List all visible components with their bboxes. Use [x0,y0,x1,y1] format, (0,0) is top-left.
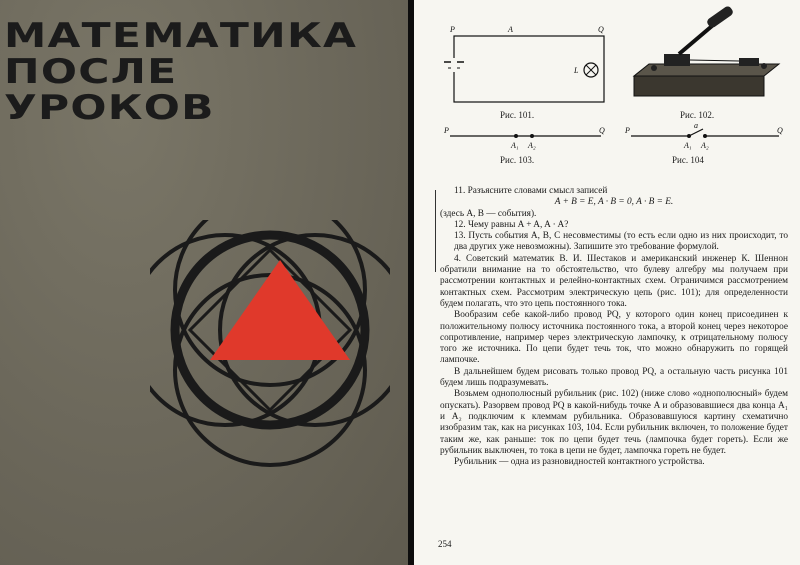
paragraph: A + B = E, A · B = 0, A · B = E. [554,197,674,208]
paragraph: 4. Советский математик В. И. Шестаков и американский инженер К. Шеннон обратили внимание на то обстоятельство, что булеву алгебру мы получаем при рассмотрении контактных и релейно-контактных схем. Ограничимся рассмотрением контактных схем. Рассмотрим электрическую цепь (рис. 101); для определенности будем полагать, что это цепь постоянного тока. [440,253,788,309]
cover-geometric-emblem-icon [150,220,390,490]
figure-102-knife-switch-illustration [624,6,784,106]
fig103-label-q: Q [599,126,605,135]
paragraph: 11. Разъясните словами смысл записей [454,186,608,196]
page-number: 254 [438,539,452,549]
figure-104-open-switch-diagram [619,122,789,154]
fig101-label-l: L [574,66,579,75]
fig104-label-p: P [625,126,630,135]
paragraph: 13. Пусть события A, B, C несовместимы (то есть если одно из них происходит, то два других уже невозможны). Запишите это требование формулой. [454,231,788,253]
fig101-label-a: A [508,25,513,34]
fig103-label-a1: A₁ [511,141,519,150]
paragraph: Рубильник — одна из разновидностей контактного устройства. [454,457,705,468]
fig101-label-p: P [450,25,455,34]
cover-title: МАТЕМАТИКА ПОСЛЕ УРОКОВ [4,16,358,128]
paragraph: В дальнейшем будем рисовать только провод PQ, а остальную часть рисунка 101 будем лишь подразумевать. [440,366,788,389]
figure-101-circuit-diagram [436,22,611,112]
fig104-label-a1: A₁ [684,141,692,150]
fig101-label-q: Q [598,25,604,34]
book-page [414,0,800,565]
fig103-label-a2: A₂ [528,141,536,150]
figure-102-caption: Рис. 102. [680,110,715,120]
exercise-margin-bar [435,190,436,272]
paragraph: 12. Чему равны A + A, A · A? [454,219,569,230]
fig104-label-a: a [694,122,698,130]
paragraph: Вообразим себе какой-либо провод PQ, у которого один конец присоединен к положительному полюсу источника постоянного тока, а второй конец через некоторое сопротивление, например через электрическую лампочку, к отрицательному полюсу того же источника. По цепи будет течь ток, что можно обнаружить по горящей лампочке. [440,310,788,366]
fig103-label-p: P [444,126,449,135]
paragraph: (здесь A, B — события). [440,208,537,219]
figure-103-closed-switch-diagram [436,124,611,154]
fig104-label-a2: A₂ [701,141,709,150]
figure-104-caption: Рис. 104 [672,155,704,165]
paragraph: Возьмем однополюсный рубильник (рис. 102) (ниже слово «однополюсный» будем опускать). Разорвем провод PQ в какой-нибудь точке A и образовавшиеся два конца A₁ и A₂ подключим к клеммам рубильника. Образовавшуюся картину схематично изобразим так, как на рисунках 103, 104. Если рубильник включен, то положение будет таким же, как раньше: ток по цепи будет течь (лампочка будет гореть). Если же рубильник выключен, то тока в цепи не будет, лампочка гореть не будет. [440,389,788,456]
page-body-text [440,186,788,468]
figure-101-caption: Рис. 101. [500,110,535,120]
figure-103-caption: Рис. 103. [500,155,535,165]
fig104-label-q: Q [777,126,783,135]
